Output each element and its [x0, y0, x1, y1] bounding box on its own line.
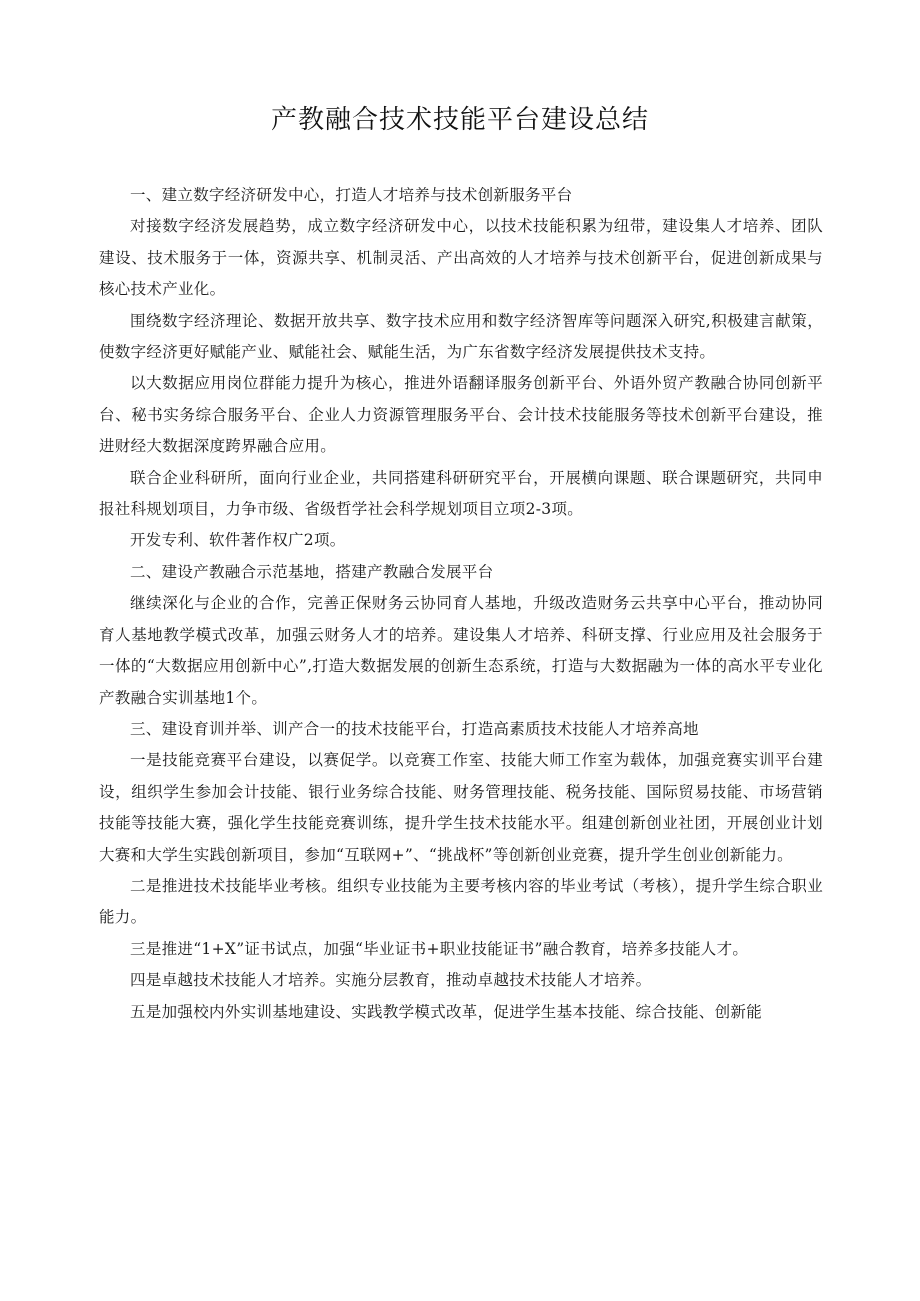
document-body: [99, 180, 823, 1028]
paragraph: 围绕数字经济理论、数据开放共享、数字技术应用和数字经济智库等问题深入研究,积极建言献策，使数字经济更好赋能产业、赋能社会、赋能生活，为广东省数字经济发展提供技术支持。: [99, 311, 823, 362]
paragraph: 五是加强校内外实训基地建设、实践教学模式改革，促进学生基本技能、综合技能、创新能: [130, 1002, 763, 1021]
paragraph: 三是推进“1+X”证书试点，加强“毕业证书+职业技能证书”融合教育，培养多技能人才。: [130, 939, 749, 958]
paragraph: 四是卓越技术技能人才培养。实施分层教育，推动卓越技术技能人才培养。: [130, 971, 652, 990]
paragraph: 继续深化与企业的合作，完善正保财务云协同育人基地，升级改造财务云共享中心平台，推动协同育人基地教学模式改革，加强云财务人才的培养。建设集人才培养、科研支撑、行业应用及社会服务于一体的“大数据应用创新中心”,打造大数据发展的创新生态系统，打造与大数据融为一体的高水平专业化产教融合实训基地1个。: [99, 594, 823, 707]
page-title: 产教融合技术技能平台建设总结: [270, 105, 649, 135]
section-heading-3: 三、建设育训并举、训产合一的技术技能平台，打造高素质技术技能人才培养高地: [130, 719, 699, 738]
section-heading-1: 一、建立数字经济研发中心，打造人才培养与技术创新服务平台: [130, 186, 573, 204]
paragraph: 以大数据应用岗位群能力提升为核心，推进外语翻译服务创新平台、外语外贸产教融合协同创新平台、秘书实务综合服务平台、企业人力资源管理服务平台、会计技术技能服务等技术创新平台建设，推进财经大数据深度跨界融合应用。: [99, 374, 823, 456]
paragraph: 联合企业科研所，面向行业企业，共同搭建科研研究平台，开展横向课题、联合课题研究，共同申报社科规划项目，力争市级、省级哲学社会科学规划项目立项2-3项。: [99, 468, 823, 519]
paragraph: 开发专利、软件著作权广2项。: [130, 531, 346, 550]
section-heading-2: 二、建设产教融合示范基地，搭建产教融合发展平台: [130, 562, 494, 581]
paragraph: 对接数字经济发展趋势，成立数字经济研发中心，以技术技能积累为纽带，建设集人才培养、团队建设、技术服务于一体，资源共享、机制灵活、产出高效的人才培养与技术创新平台，促进创新成果与核心技术产业化。: [99, 217, 823, 299]
paragraph: 二是推进技术技能毕业考核。组织专业技能为主要考核内容的毕业考试（考核），提升学生综合职业能力。: [99, 876, 823, 927]
paragraph: 一是技能竞赛平台建设，以赛促学。以竞赛工作室、技能大师工作室为载体，加强竞赛实训平台建设，组织学生参加会计技能、银行业务综合技能、财务管理技能、税务技能、国际贸易技能、市场营销技能等技能大赛，强化学生技能竞赛训练，提升学生技术技能水平。组建创新创业社团，开展创业计划大赛和大学生实践创新项目，参加“互联网+”、“挑战杯”等创新创业竞赛，提升学生创业创新能力。: [99, 751, 823, 864]
